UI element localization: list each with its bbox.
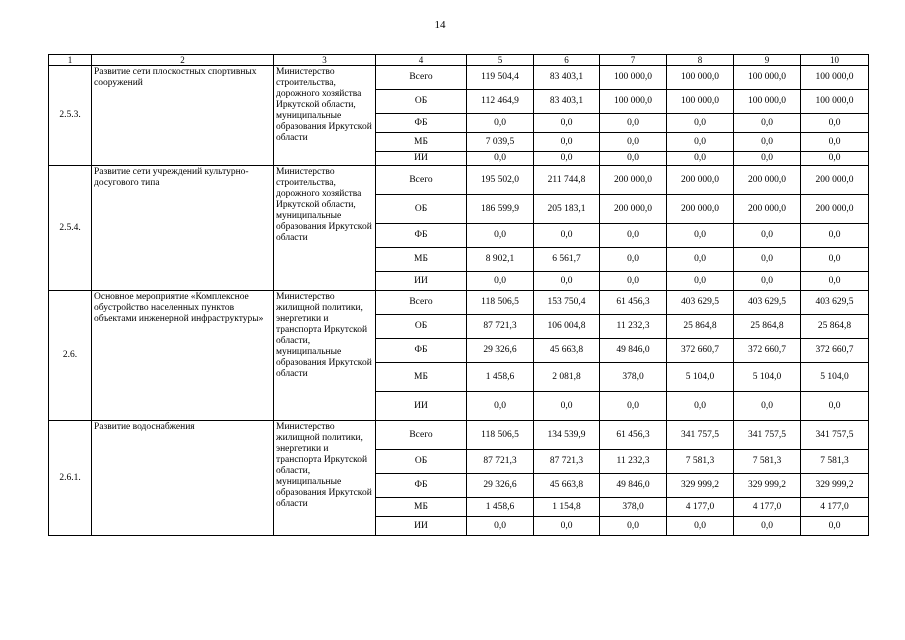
value-cell: 0,0 [801,272,869,291]
value-cell: 0,0 [801,517,869,536]
item-code: 2.5.3. [49,66,92,166]
value-cell: 0,0 [600,114,667,133]
value-cell: 4 177,0 [801,498,869,517]
value-cell: 0,0 [801,114,869,133]
value-cell: 211 744,8 [534,166,600,195]
table-row [49,421,869,450]
value-cell: 0,0 [667,392,734,421]
value-cell: 0,0 [467,272,534,291]
value-cell: 0,0 [600,392,667,421]
value-cell: 7 581,3 [734,450,801,474]
value-cell: 87 721,3 [467,315,534,339]
item-executor: Министерство строительства, дорожного хозяйства Иркутской области, муниципальные образования Иркутской области [274,66,376,166]
value-cell: 25 864,8 [734,315,801,339]
value-cell: 200 000,0 [734,166,801,195]
value-cell: 403 629,5 [667,291,734,315]
value-cell: 0,0 [801,392,869,421]
item-executor: Министерство строительства, дорожного хозяйства Иркутской области, муниципальные образования Иркутской области [274,166,376,291]
value-cell: 87 721,3 [534,450,600,474]
value-cell: 0,0 [667,133,734,152]
table-row [49,166,869,195]
value-cell: 0,0 [667,272,734,291]
value-cell: 372 660,7 [667,339,734,363]
value-cell: 0,0 [801,224,869,248]
value-cell: 11 232,3 [600,315,667,339]
value-cell: 200 000,0 [600,166,667,195]
funding-source: ИИ [376,392,467,421]
value-cell: 112 464,9 [467,90,534,114]
value-cell: 0,0 [600,224,667,248]
value-cell: 4 177,0 [734,498,801,517]
value-cell: 0,0 [734,224,801,248]
header-row [49,55,869,66]
value-cell: 186 599,9 [467,195,534,224]
value-cell: 0,0 [734,392,801,421]
value-cell: 118 506,5 [467,421,534,450]
value-cell: 118 506,5 [467,291,534,315]
item-code: 2.6.1. [49,421,92,536]
value-cell: 8 902,1 [467,248,534,272]
value-cell: 7 581,3 [667,450,734,474]
header-cell: 9 [734,55,801,66]
value-cell: 0,0 [534,224,600,248]
value-cell: 403 629,5 [734,291,801,315]
value-cell: 200 000,0 [801,195,869,224]
header-cell: 6 [534,55,600,66]
value-cell: 0,0 [801,248,869,272]
value-cell: 0,0 [600,272,667,291]
funding-source: ОБ [376,450,467,474]
value-cell: 0,0 [467,114,534,133]
value-cell: 378,0 [600,498,667,517]
value-cell: 5 104,0 [734,363,801,392]
value-cell: 378,0 [600,363,667,392]
value-cell: 0,0 [801,152,869,166]
value-cell: 106 004,8 [534,315,600,339]
value-cell: 0,0 [734,248,801,272]
value-cell: 329 999,2 [801,474,869,498]
value-cell: 61 456,3 [600,291,667,315]
value-cell: 341 757,5 [734,421,801,450]
funding-source: МБ [376,248,467,272]
value-cell: 4 177,0 [667,498,734,517]
item-name: Развитие сети учреждений культурно-досугового типа [92,166,274,291]
item-name: Основное мероприятие «Комплексное обустройство населенных пунктов объектами инженерной инфраструктуры» [92,291,274,421]
value-cell: 0,0 [734,517,801,536]
value-cell: 0,0 [534,392,600,421]
item-executor: Министерство жилищной политики, энергетики и транспорта Иркутской области, муниципальные образования Иркутской области [274,291,376,421]
funding-source: ФБ [376,339,467,363]
header-cell: 8 [667,55,734,66]
value-cell: 0,0 [600,517,667,536]
value-cell: 45 663,8 [534,474,600,498]
value-cell: 83 403,1 [534,66,600,90]
value-cell: 205 183,1 [534,195,600,224]
value-cell: 0,0 [734,133,801,152]
value-cell: 134 539,9 [534,421,600,450]
value-cell: 100 000,0 [600,90,667,114]
value-cell: 0,0 [600,133,667,152]
funding-source: ИИ [376,152,467,166]
value-cell: 1 154,8 [534,498,600,517]
value-cell: 100 000,0 [801,66,869,90]
value-cell: 119 504,4 [467,66,534,90]
value-cell: 153 750,4 [534,291,600,315]
funding-source: ОБ [376,90,467,114]
value-cell: 0,0 [801,133,869,152]
funding-source: Всего [376,166,467,195]
value-cell: 100 000,0 [801,90,869,114]
value-cell: 0,0 [667,224,734,248]
value-cell: 0,0 [667,248,734,272]
value-cell: 200 000,0 [801,166,869,195]
table-row [49,66,869,90]
value-cell: 0,0 [534,114,600,133]
value-cell: 200 000,0 [734,195,801,224]
value-cell: 87 721,3 [467,450,534,474]
value-cell: 45 663,8 [534,339,600,363]
header-cell: 7 [600,55,667,66]
value-cell: 0,0 [467,152,534,166]
value-cell: 403 629,5 [801,291,869,315]
value-cell: 372 660,7 [801,339,869,363]
funding-source: Всего [376,291,467,315]
funding-source: МБ [376,363,467,392]
value-cell: 29 326,6 [467,339,534,363]
header-cell: 2 [92,55,274,66]
value-cell: 100 000,0 [600,66,667,90]
value-cell: 7 581,3 [801,450,869,474]
header-cell: 3 [274,55,376,66]
value-cell: 29 326,6 [467,474,534,498]
item-code: 2.5.4. [49,166,92,291]
value-cell: 341 757,5 [801,421,869,450]
funding-source: МБ [376,498,467,517]
value-cell: 100 000,0 [667,90,734,114]
item-executor: Министерство жилищной политики, энергетики и транспорта Иркутской области, муниципальные образования Иркутской области [274,421,376,536]
value-cell: 0,0 [534,272,600,291]
item-code: 2.6. [49,291,92,421]
value-cell: 1 458,6 [467,498,534,517]
value-cell: 5 104,0 [801,363,869,392]
item-name: Развитие сети плоскостных спортивных сооружений [92,66,274,166]
value-cell: 0,0 [734,272,801,291]
value-cell: 100 000,0 [734,66,801,90]
header-cell: 4 [376,55,467,66]
value-cell: 11 232,3 [600,450,667,474]
value-cell: 195 502,0 [467,166,534,195]
value-cell: 49 846,0 [600,339,667,363]
value-cell: 6 561,7 [534,248,600,272]
value-cell: 0,0 [534,152,600,166]
funding-source: ИИ [376,272,467,291]
value-cell: 5 104,0 [667,363,734,392]
funding-source: Всего [376,66,467,90]
value-cell: 2 081,8 [534,363,600,392]
table-row [49,291,869,315]
funding-source: Всего [376,421,467,450]
value-cell: 83 403,1 [534,90,600,114]
header-cell: 10 [801,55,869,66]
value-cell: 329 999,2 [734,474,801,498]
value-cell: 100 000,0 [667,66,734,90]
header-cell: 5 [467,55,534,66]
value-cell: 200 000,0 [667,166,734,195]
value-cell: 341 757,5 [667,421,734,450]
funding-source: ОБ [376,315,467,339]
funding-source: ОБ [376,195,467,224]
value-cell: 200 000,0 [600,195,667,224]
value-cell: 0,0 [667,517,734,536]
value-cell: 0,0 [734,152,801,166]
value-cell: 25 864,8 [801,315,869,339]
value-cell: 0,0 [534,517,600,536]
value-cell: 25 864,8 [667,315,734,339]
value-cell: 61 456,3 [600,421,667,450]
value-cell: 0,0 [467,392,534,421]
funding-source: ИИ [376,517,467,536]
funding-source: ФБ [376,224,467,248]
item-name: Развитие водоснабжения [92,421,274,536]
funding-source: МБ [376,133,467,152]
value-cell: 200 000,0 [667,195,734,224]
value-cell: 0,0 [667,152,734,166]
budget-table [48,54,869,536]
page-number: 14 [434,19,446,31]
value-cell: 1 458,6 [467,363,534,392]
value-cell: 0,0 [534,133,600,152]
value-cell: 329 999,2 [667,474,734,498]
value-cell: 0,0 [467,517,534,536]
funding-source: ФБ [376,474,467,498]
value-cell: 372 660,7 [734,339,801,363]
value-cell: 0,0 [600,152,667,166]
header-cell: 1 [49,55,92,66]
funding-source: ФБ [376,114,467,133]
value-cell: 0,0 [734,114,801,133]
value-cell: 7 039,5 [467,133,534,152]
value-cell: 0,0 [600,248,667,272]
value-cell: 0,0 [667,114,734,133]
value-cell: 49 846,0 [600,474,667,498]
value-cell: 100 000,0 [734,90,801,114]
value-cell: 0,0 [467,224,534,248]
